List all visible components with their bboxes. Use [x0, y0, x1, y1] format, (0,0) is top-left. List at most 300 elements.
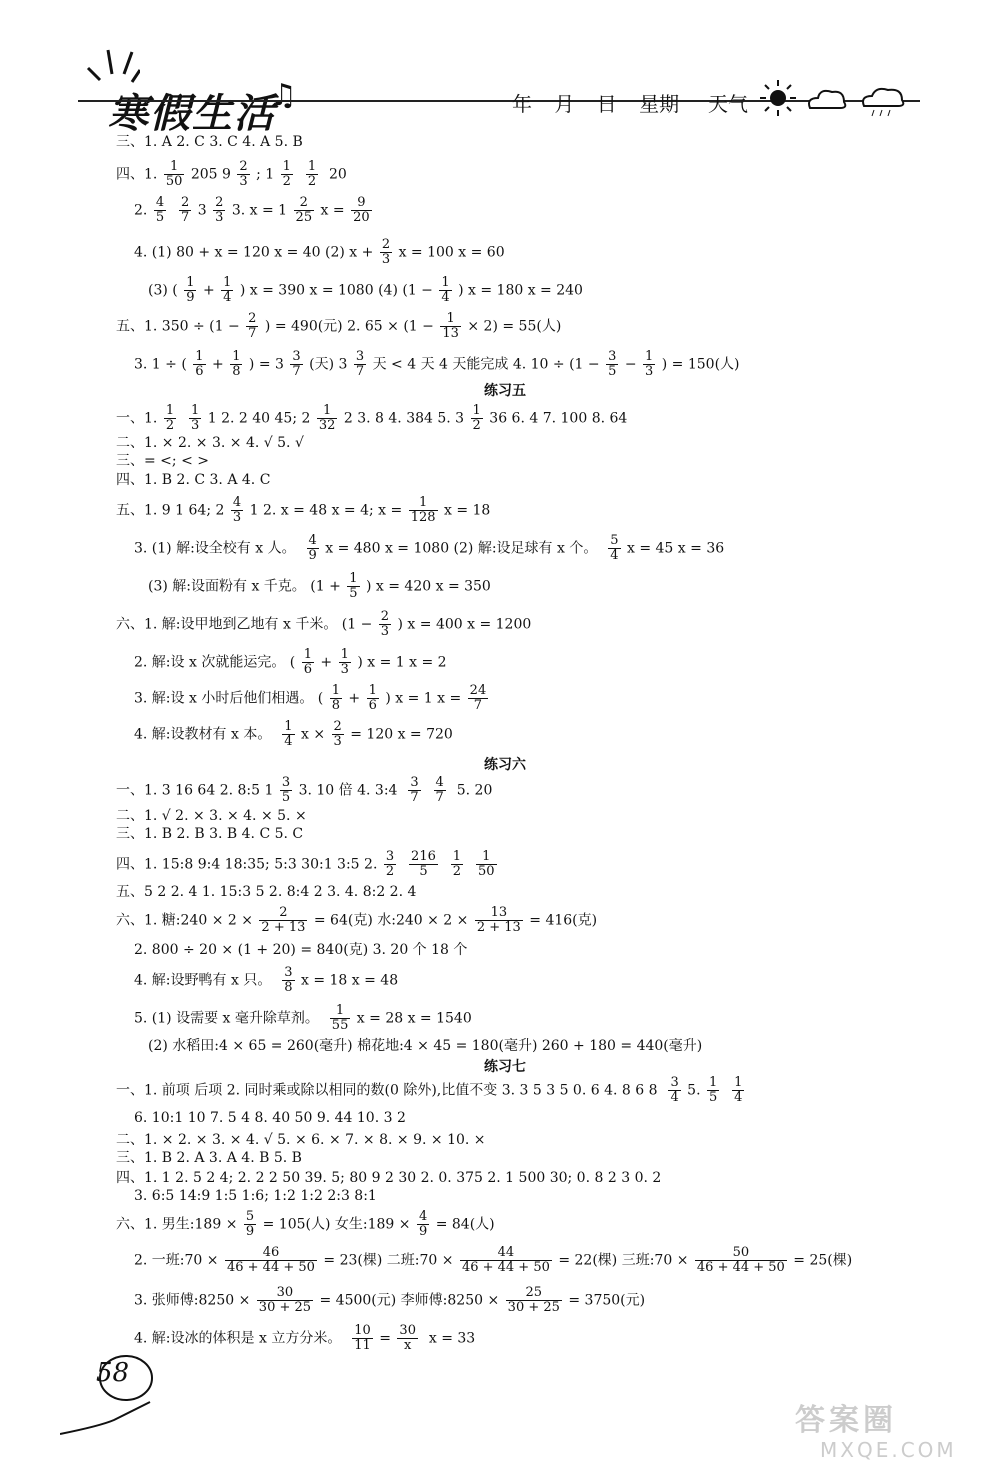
num: 1	[340, 647, 349, 662]
text: = 84(人)	[435, 1216, 495, 1233]
text: ) x = 400 x = 1200	[397, 616, 532, 633]
fraction	[460, 1246, 552, 1275]
den: 2	[165, 418, 175, 433]
num: 1	[232, 349, 241, 364]
text: 3. x = 1	[231, 202, 288, 219]
text: 3. (1) 解:设全校有 x 人。	[134, 540, 296, 557]
line-8	[116, 404, 627, 433]
line-21	[116, 826, 303, 842]
text: 2 3. 8 4. 384 5. 3	[343, 410, 465, 427]
line-34	[134, 1188, 377, 1204]
num: 4	[155, 195, 165, 210]
text: 3. 张师傅:8250 ×	[134, 1292, 251, 1309]
text: = 120 x = 720	[350, 726, 453, 743]
text: 四、1. 1 2. 5 2 4; 2. 2 2 50 39. 5; 80 9 2 30 2. 0. 375 2. 1 500 30; 0. 8 2 3 0. 2	[116, 1170, 662, 1186]
text: 二、1. × 2. × 3. × 4. √ 5. √	[116, 435, 304, 451]
line-23	[116, 884, 416, 900]
text: +	[202, 282, 215, 299]
line-16	[134, 648, 447, 677]
num: 30	[257, 1286, 313, 1301]
line-32	[116, 1150, 302, 1166]
text: 2. 800 ÷ 20 × (1 + 20) = 840(克) 3. 20 个 18 个	[134, 942, 468, 958]
text: = 416(克)	[529, 912, 598, 929]
den: 46 + 44 + 50	[696, 1260, 785, 1275]
fraction	[282, 720, 294, 749]
num: 10	[354, 1323, 371, 1338]
den: 7	[181, 210, 190, 225]
den: 6	[303, 662, 312, 677]
num: 1	[303, 647, 312, 662]
num: 44	[460, 1246, 552, 1261]
fraction	[506, 1286, 562, 1315]
text: = 105(人) 女生:189 ×	[262, 1216, 411, 1233]
fraction	[281, 160, 293, 189]
den: 6	[195, 364, 204, 379]
text: x = 18	[443, 502, 491, 519]
fraction	[154, 196, 166, 225]
fraction	[179, 196, 191, 225]
fraction	[695, 1246, 787, 1275]
fraction	[339, 648, 351, 677]
fraction	[476, 850, 497, 879]
line-28	[148, 1038, 702, 1054]
den: 4	[610, 548, 619, 563]
num: 3	[284, 965, 293, 980]
text: ) x = 390 x = 1080 (4) (1 −	[239, 282, 433, 299]
den: 6	[368, 698, 377, 713]
num: 1	[164, 160, 185, 175]
line-31	[116, 1132, 486, 1148]
fraction	[471, 404, 483, 433]
den: 7	[355, 364, 365, 379]
den: 50	[165, 174, 183, 189]
den: 5	[608, 364, 617, 379]
num: 2	[333, 719, 342, 734]
num: 1	[708, 1075, 718, 1090]
fraction	[347, 572, 359, 601]
den: 7	[292, 364, 301, 379]
text: 6. 10:1 10 7. 5 4 8. 40 50 9. 44 10. 3 2	[134, 1110, 406, 1126]
text: 五、5 2 2. 4 1. 15:3 5 2. 8:4 2 3. 4. 8:2 2. 4	[116, 884, 417, 900]
den: 3	[215, 210, 224, 225]
text: 四、1. B 2. C 3. A 4. C	[116, 472, 271, 488]
fraction	[330, 684, 342, 713]
text: = 4500(元) 李师傅:8250 ×	[319, 1292, 500, 1309]
den: 2	[385, 864, 395, 879]
date-labels: 年 月 日 星期	[512, 92, 680, 116]
num: 2	[248, 311, 257, 326]
line-5	[148, 276, 583, 305]
fraction	[317, 404, 338, 433]
text: 3	[197, 202, 207, 219]
fraction	[408, 776, 420, 805]
line-38	[134, 1324, 475, 1353]
text: 三、= <; < >	[116, 453, 209, 469]
num: 4	[418, 1209, 428, 1224]
line-10	[116, 453, 209, 469]
text: x ×	[300, 726, 326, 743]
fraction	[451, 850, 463, 879]
den: 50	[477, 864, 495, 879]
num: 4	[232, 495, 242, 510]
num: 3	[355, 349, 365, 364]
text: 三、1. B 2. A 3. A 4. B 5. B	[116, 1150, 302, 1166]
text: 4. 解:设冰的体积是 x 立方分米。	[134, 1330, 342, 1347]
line-13	[134, 534, 724, 563]
text: x = 45 x = 36	[627, 540, 725, 557]
line-18	[134, 720, 453, 749]
text: x = 18 x = 48	[300, 972, 399, 989]
text: 1 2. x = 48 x = 4; x =	[249, 502, 403, 519]
text: 20	[329, 166, 347, 183]
section-title-7: 练习七	[484, 1059, 526, 1075]
num: 1	[284, 719, 293, 734]
den: 3	[191, 418, 200, 433]
text: +	[348, 690, 361, 707]
fraction	[306, 160, 318, 189]
text: 二、1. × 2. × 3. × 4. √ 5. × 6. × 7. × 8. × 9. × 10. ×	[116, 1132, 486, 1148]
den: 4	[284, 734, 293, 749]
line-20	[116, 808, 307, 824]
fraction	[608, 534, 620, 563]
den: 2	[472, 418, 481, 433]
text: 一、1. 3 16 64 2. 8:5 1	[116, 782, 274, 799]
text: x = 100 x = 60	[398, 244, 505, 261]
fraction	[468, 684, 489, 713]
fraction	[384, 850, 396, 879]
num: 4	[308, 533, 317, 548]
den: 46 + 44 + 50	[461, 1260, 550, 1275]
den: 8	[284, 980, 293, 995]
fraction	[302, 648, 314, 677]
num: 1	[734, 1075, 743, 1090]
text: 5. 20	[456, 782, 493, 799]
fraction	[409, 496, 438, 525]
text: x = 480 x = 1080 (2) 解:设足球有 x 个。	[325, 540, 598, 557]
text: 1 2. 2 40 45; 2	[207, 410, 311, 427]
line-7	[134, 350, 740, 379]
text: 六、1. 男生:189 ×	[116, 1216, 238, 1233]
fraction	[606, 350, 618, 379]
text: x = 33	[428, 1330, 476, 1347]
den: 5	[155, 210, 165, 225]
line-24	[116, 906, 597, 935]
den: 5	[708, 1090, 718, 1105]
line-15	[116, 610, 531, 639]
text: 天 < 4 天 4 天能完成 4. 10 ÷ (1 −	[372, 356, 600, 373]
text: 5.	[687, 1082, 701, 1099]
fraction	[246, 312, 258, 341]
den: 3	[239, 174, 248, 189]
text: 4. 解:设野鸭有 x 只。	[134, 972, 272, 989]
den: 5	[419, 864, 428, 879]
num: 1	[331, 683, 340, 698]
sunny-icon	[760, 80, 796, 120]
text: = 3750(元)	[568, 1292, 646, 1309]
fraction	[230, 350, 242, 379]
den: 9	[245, 1224, 255, 1239]
den: 2 + 13	[476, 920, 521, 935]
den: 4	[223, 290, 232, 305]
text: +	[320, 654, 333, 671]
num: 2	[239, 159, 248, 174]
fraction	[707, 1076, 719, 1105]
line-14	[148, 572, 491, 601]
line-29	[116, 1076, 746, 1105]
fraction	[221, 276, 233, 305]
text: 五、1. 350 ÷ (1 −	[116, 318, 240, 335]
den: 7	[435, 790, 444, 805]
text: 四、1. 15:8 9:4 18:35; 5:3 30:1 3:5 2.	[116, 856, 378, 873]
fraction	[330, 1004, 351, 1033]
fraction	[354, 350, 366, 379]
text: × 2) = 55(人)	[467, 318, 562, 335]
den: 3	[381, 252, 391, 267]
text: 2.	[134, 202, 148, 219]
text: 二、1. √ 2. × 3. × 4. × 5. ×	[116, 808, 307, 824]
music-note-icon: ♫	[270, 78, 297, 113]
line-19	[116, 776, 492, 805]
fraction	[380, 238, 392, 267]
den: 3	[645, 364, 654, 379]
fraction	[184, 276, 196, 305]
num: 50	[695, 1246, 787, 1261]
section-title-6: 练习六	[484, 757, 526, 773]
text: (2) 水稻田:4 × 65 = 260(毫升) 棉花地:4 × 45 = 180(毫升) 260 + 180 = 440(毫升)	[148, 1038, 703, 1054]
num: 2	[294, 196, 315, 211]
text: 2. 一班:70 ×	[134, 1252, 219, 1269]
den: 25	[295, 210, 313, 225]
text: 3. 6:5 14:9 1:5 1:6; 1:2 1:2 2:3 8:1	[134, 1188, 377, 1204]
text: ; 1	[256, 166, 275, 183]
text: 一、1.	[116, 410, 158, 427]
fraction	[439, 276, 451, 305]
num: 2	[381, 237, 391, 252]
den: 2 + 13	[261, 920, 306, 935]
den: 9	[186, 290, 195, 305]
fraction	[643, 350, 655, 379]
den: 4	[441, 290, 450, 305]
fraction	[417, 1210, 429, 1239]
num: 1	[349, 571, 358, 586]
fraction	[332, 720, 344, 749]
text: x =	[320, 202, 345, 219]
text: 3. 解:设 x 小时后他们相遇。 (	[134, 690, 324, 707]
fraction	[193, 350, 205, 379]
watermark-logo: 答案圈	[795, 1403, 897, 1438]
fraction	[351, 196, 372, 225]
watermark-url: MXQE.COM	[820, 1438, 957, 1462]
text: =	[379, 1330, 391, 1347]
num: 1	[317, 404, 338, 419]
num: 3	[608, 349, 617, 364]
num: 1	[282, 159, 291, 174]
num: 1	[191, 403, 200, 418]
den: 9	[418, 1224, 428, 1239]
num: 1	[476, 850, 497, 865]
section-title-5: 练习五	[484, 383, 526, 399]
num: 3	[385, 849, 395, 864]
num: 1	[452, 849, 462, 864]
fraction	[668, 1076, 680, 1105]
line-35	[116, 1210, 495, 1239]
line-33	[116, 1170, 661, 1186]
text: ) x = 180 x = 240	[458, 282, 583, 299]
fraction	[257, 1286, 313, 1315]
fraction	[307, 534, 319, 563]
text: 5. (1) 设需要 x 毫升除草剂。	[134, 1010, 319, 1027]
weather-label: 天气	[708, 92, 748, 116]
text: 4. 解:设教材有 x 本。	[134, 726, 272, 743]
num: 1	[472, 403, 481, 418]
text: 五、1. 9 1 64; 2	[116, 502, 225, 519]
line-12	[116, 496, 490, 525]
fraction	[397, 1324, 418, 1353]
num: 46	[225, 1246, 317, 1261]
line-26	[134, 966, 398, 995]
text: ) = 150(人)	[661, 356, 740, 373]
fraction	[280, 776, 292, 805]
fraction	[225, 1246, 317, 1275]
num: 2	[259, 906, 307, 921]
num: 2	[215, 195, 224, 210]
text: x = 28 x = 1540	[356, 1010, 472, 1027]
fraction	[434, 776, 446, 805]
text: ) = 490(元) 2. 65 × (1 −	[264, 318, 434, 335]
text: 36 6. 4 7. 100 8. 64	[489, 410, 628, 427]
den: 3	[380, 624, 390, 639]
line-25	[134, 942, 467, 958]
fraction	[164, 404, 176, 433]
cloudy-icon	[804, 84, 848, 118]
text: 三、1. A 2. C 3. C 4. A 5. B	[116, 134, 303, 150]
fraction	[732, 1076, 744, 1105]
fraction	[282, 966, 294, 995]
num: 25	[506, 1286, 562, 1301]
text: 3. 1 ÷ (	[134, 356, 187, 373]
text: 2. 解:设 x 次就能运完。 (	[134, 654, 296, 671]
fraction	[164, 160, 185, 189]
line-17	[134, 684, 490, 713]
den: 2	[307, 174, 317, 189]
text: = 64(克) 水:240 × 2 ×	[313, 912, 469, 929]
den: 128	[410, 510, 436, 525]
line-3	[134, 196, 374, 225]
line-36	[134, 1246, 852, 1275]
fraction	[189, 404, 201, 433]
text: +	[212, 356, 224, 373]
den: 5	[349, 586, 358, 601]
text: (天) 3	[309, 356, 348, 373]
num: 30	[399, 1323, 416, 1338]
den: 7	[473, 698, 483, 713]
page-header-title: 寒假生活	[108, 91, 276, 137]
num: 1	[440, 312, 461, 327]
den: 20	[353, 210, 370, 225]
num: 4	[435, 775, 444, 790]
text: 4. (1) 80 + x = 120 x = 40 (2) x +	[134, 244, 374, 261]
den: 4	[734, 1090, 743, 1105]
den: 8	[232, 364, 241, 379]
line-9	[116, 435, 304, 451]
fraction	[294, 196, 315, 225]
line-2	[116, 160, 347, 189]
line-30	[134, 1110, 406, 1126]
line-1	[116, 134, 303, 150]
line-11	[116, 472, 270, 488]
text: 3. 10 倍 4. 3:4	[298, 782, 398, 799]
text: ) x = 1 x = 2	[357, 654, 447, 671]
den: 30 + 25	[507, 1300, 560, 1315]
den: 7	[410, 790, 419, 805]
num: 2	[380, 609, 390, 624]
num: 3	[670, 1075, 679, 1090]
den: 46 + 44 + 50	[226, 1260, 315, 1275]
line-6	[116, 312, 561, 341]
rain-icon	[858, 84, 908, 124]
den: 3	[232, 510, 242, 525]
num: 1	[330, 1004, 351, 1019]
num: 24	[469, 683, 487, 698]
den: x	[404, 1338, 412, 1353]
den: 13	[442, 326, 459, 341]
den: 2	[282, 174, 291, 189]
line-27	[134, 1004, 472, 1033]
den: 11	[354, 1338, 371, 1353]
fraction	[244, 1210, 256, 1239]
num: 1	[186, 275, 195, 290]
den: 55	[331, 1018, 349, 1033]
num: 5	[245, 1209, 255, 1224]
text: 四、1.	[116, 166, 158, 183]
text: = 25(棵)	[793, 1252, 853, 1269]
fraction	[379, 610, 391, 639]
fraction	[352, 1324, 373, 1353]
text: 六、1. 糖:240 × 2 ×	[116, 912, 253, 929]
num: 216	[411, 849, 436, 864]
line-37	[134, 1286, 645, 1315]
text: ) = 3	[248, 356, 284, 373]
num: 3	[292, 349, 301, 364]
fraction	[367, 684, 379, 713]
text: ) x = 1 x =	[385, 690, 462, 707]
num: 5	[610, 533, 619, 548]
num: 9	[351, 196, 372, 211]
text: (3) 解:设面粉有 x 千克。 (1 +	[148, 578, 341, 595]
fraction	[409, 850, 438, 879]
fraction	[259, 906, 307, 935]
text: = 23(棵) 二班:70 ×	[323, 1252, 454, 1269]
den: 7	[248, 326, 257, 341]
den: 8	[331, 698, 340, 713]
line-22	[116, 850, 499, 879]
den: 32	[318, 418, 336, 433]
fraction	[290, 350, 302, 379]
den: 5	[281, 790, 291, 805]
num: 3	[281, 775, 291, 790]
text: 一、1. 前项 后项 2. 同时乘或除以相同的数(0 除外),比值不变 3. 3 5 3 5 0. 6 4. 8 6 8	[116, 1082, 658, 1099]
fraction	[231, 496, 243, 525]
num: 2	[181, 195, 190, 210]
text: (3) (	[148, 282, 178, 299]
num: 1	[368, 683, 377, 698]
den: 2	[452, 864, 462, 879]
den: 4	[670, 1090, 679, 1105]
num: 13	[475, 906, 523, 921]
num: 3	[410, 775, 419, 790]
fraction	[237, 160, 249, 189]
den: 9	[308, 548, 317, 563]
